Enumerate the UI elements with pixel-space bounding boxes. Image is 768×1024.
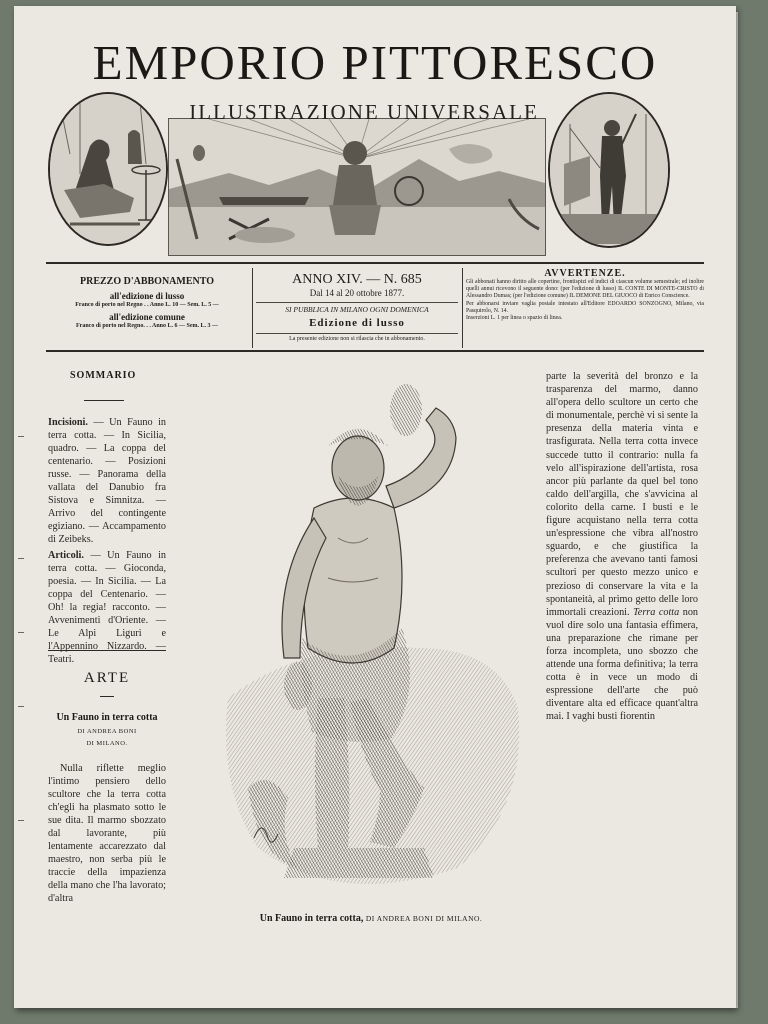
info-separator-right <box>462 268 463 348</box>
subscription-only-note: La presente edizione non si rilascia che in abbonamento. <box>256 333 458 342</box>
figure-caption <box>206 913 536 924</box>
subscription-prices-block <box>46 268 248 348</box>
incisioni-list: — Un Fauno in terra cotta. — In Sicilia, quadro. — La coppa del centenario. — Posizioni russe. — Panorama della vallata del Danubio fra Sistova e Simnitza. — Arrivo del contingente egiziano. — Accampamento di Zeibeks. <box>48 417 167 545</box>
vignette-left-illustration <box>48 92 168 246</box>
edition-label: Edizione di lusso <box>309 317 405 329</box>
comune-prices: Franco di porto nel Regno. . . Anno L. 6 — Sem. L. 3 — <box>75 323 218 329</box>
notices-title: AVVERTENZE. <box>544 268 626 279</box>
arte-heading: ARTE <box>83 670 131 686</box>
masthead-title: EMPORIO PITTORESCO <box>92 35 658 90</box>
incisioni-label: Incisioni. <box>48 417 88 428</box>
header-rule-bottom <box>46 350 704 352</box>
article-byline-1: DI ANDREA BONI <box>77 728 137 735</box>
lusso-prices: Franco di porto nel Regno . . Anno L. 10 — Sem. L. 5 — <box>75 302 219 308</box>
faun-statue-engraving <box>198 368 536 910</box>
notices-text-2: Per abbonarsi inviare vaglia postale intestato all'Editore EDOARDO SONZOGNO, Milano, via Pasquirolo, N. 14. <box>466 301 704 314</box>
sommario-end-rule <box>48 650 166 651</box>
notices-block <box>466 268 704 348</box>
sommario-heading: SOMMARIO <box>70 370 137 381</box>
right-text-italic: Terra cotta <box>633 606 680 618</box>
article-body-right <box>546 370 698 724</box>
arte-rule <box>100 696 114 697</box>
comune-label: all'edizione comune <box>109 312 185 322</box>
notices-text-3: Inserzioni L. 1 per linea o spazio di linea. <box>466 315 563 321</box>
issue-info-block <box>256 268 458 348</box>
caption-byline: DI ANDREA BONI DI MILANO. <box>365 914 483 923</box>
masthead-subtitle: ILLUSTRAZIONE UNIVERSALE <box>189 100 539 124</box>
articoli-list: — Un Fauno in terra cotta. — Gioconda, poesia. — In Sicilia. — La coppa del Centenario. — Oh! la regia! racconto. — Avvenimenti d'Oriente. — Le Alpi Liguri e l'Appennino Nizzardo. — Teatri. <box>48 550 167 665</box>
issue-number: ANNO XIV. — N. 685 <box>292 272 422 287</box>
article-title: Un Fauno in terra cotta <box>56 712 158 723</box>
publishing-note: SI PUBBLICA IN MILANO OGNI DOMENICA <box>256 302 458 314</box>
right-text-a: parte la severità del bronzo e la trasparenza del marmo, danno all'opera dello scultore un certo che di monumentale, perchè vi si sente la presenza della materia vinta e trasfigurata. Nella terra cotta invece succede tutto il contrario: nulla fa velo all'ispirazione dell'artista, rosa ancor più parlante da quel bel tono caldo dell'argilla, che s'avvicina al colorito della carne. I busti e le figure acquistano nella terra cotta un'espressione che vibra all'nostro sguardo, e che giustifica la preferenza che avevano tanti famosi scultori per questo mezzo unico e prezioso di conservare la vita e la spontaneità, al primo getto delle loro immortali creazioni. <box>546 371 698 618</box>
sommario-rule <box>84 400 124 401</box>
issue-dates: Dal 14 al 20 ottobre 1877. <box>309 288 405 298</box>
info-separator-left <box>252 268 253 348</box>
subscription-title: PREZZO D'ABBONAMENTO <box>80 276 214 287</box>
sommario-contents <box>48 416 166 666</box>
newspaper-page <box>14 6 736 1008</box>
notices-text-1: Gli abbonati hanno diritto alle copertine, frontispizi ed indici di ciascun volume semestrale; ed inoltre quelli annui ricevono il seguente dono: (per l'edizione di lusso) IL CONTE DI MONTE-CRISTO di Alessandro Dumas; (per l'edizione comune) IL DEMONE DEL GIUOCO di Enrico Conscience. <box>466 279 704 299</box>
article-body-left: Nulla riflette meglio l'intimo pensiero dello scultore che la terra cotta ch'egli ha plasmato sotto le sue dita. Il marmo sbozzato dal lavorante, più lentamente accarezzato dal maestro, non serba più le traccie della impazienza della mano che l'ha lavorato; d'altra <box>48 763 166 904</box>
article-byline-2: DI MILANO. <box>86 740 128 747</box>
lusso-label: all'edizione di lusso <box>109 291 185 301</box>
right-text-b: non vuol dire solo una fantasia effimera, una preparazione che rimane per forza incompleta, uno sbozzo che attende una forma definitiva; la terra cotta è in vece un modo di espressione dell'arte che può diventare alta ed efficace quant'altra mai. I vaghi busti fiorentin <box>546 606 698 723</box>
header-rule-top <box>46 262 704 264</box>
articoli-label: Articoli. <box>48 550 84 561</box>
masthead-banner-illustration <box>168 118 546 256</box>
caption-main: Un Fauno in terra cotta, <box>259 913 364 924</box>
